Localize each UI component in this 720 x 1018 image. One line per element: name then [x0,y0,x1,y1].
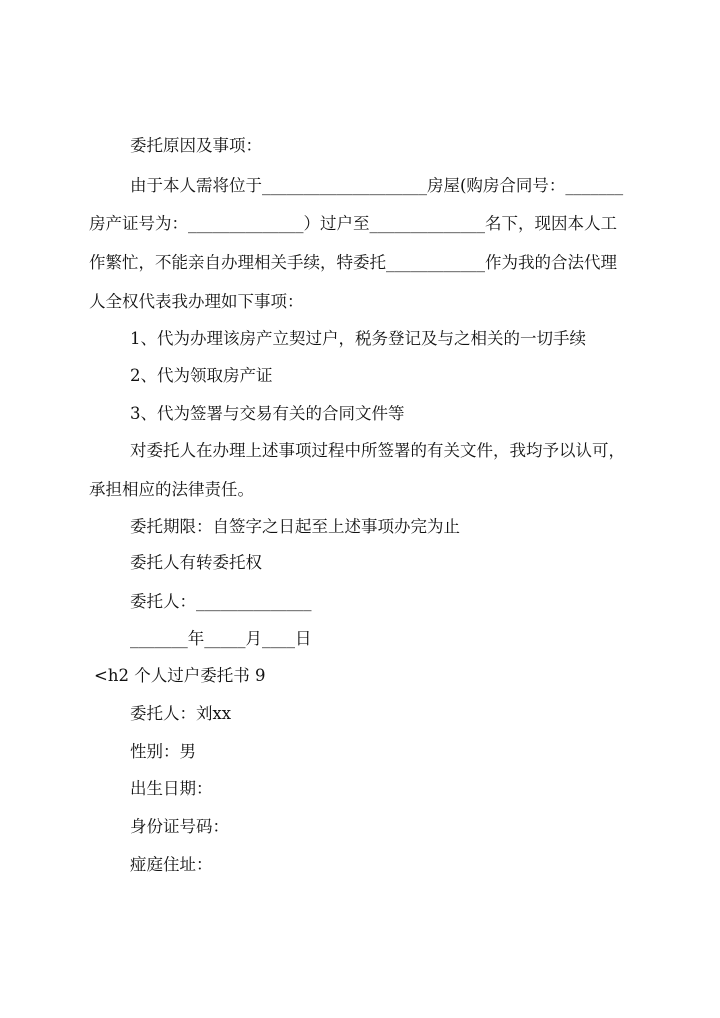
delegation-period: 委托期限：自签字之日起至上述事项办完为止 [130,517,460,536]
paragraph-line: 人全权代表我办理如下事项： [89,292,304,311]
paragraph-line: 由于本人需将位于____________________房屋(购房合同号：_______ [130,176,624,195]
list-item-1: 1、代为办理该房产立契过户，税务登记及与之相关的一切手续 [130,329,586,348]
gender-field: 性别：男 [130,742,196,761]
principal-signature: 委托人：______________ [130,592,312,611]
list-item-2: 2、代为领取房产证 [130,366,273,385]
paragraph-line: 对委托人在办理上述事项过程中所签署的有关文件，我均予以认可， [130,441,625,460]
address-field: 痖庭住址： [130,855,213,874]
id-number-field: 身份证号码： [130,817,229,836]
paragraph-line: 承担相应的法律责任。 [89,480,254,499]
section-title-reason: 委托原因及事项： [130,136,262,155]
paragraph-line: 房产证号为：______________）过户至______________名下，现因本人工 [89,214,617,233]
sub-delegation-right: 委托人有转委托权 [130,553,262,572]
date-line: _______年_____月____日 [130,629,312,648]
list-item-3: 3、代为签署与交易有关的合同文件等 [130,404,405,423]
birth-date-field: 出生日期： [130,779,213,798]
section-heading: <h2 个人过户委托书 9 [94,666,266,685]
paragraph-line: 作繁忙，不能亲自办理相关手续，特委托____________作为我的合法代理 [89,253,617,272]
principal-name: 委托人：刘xx [130,704,232,723]
